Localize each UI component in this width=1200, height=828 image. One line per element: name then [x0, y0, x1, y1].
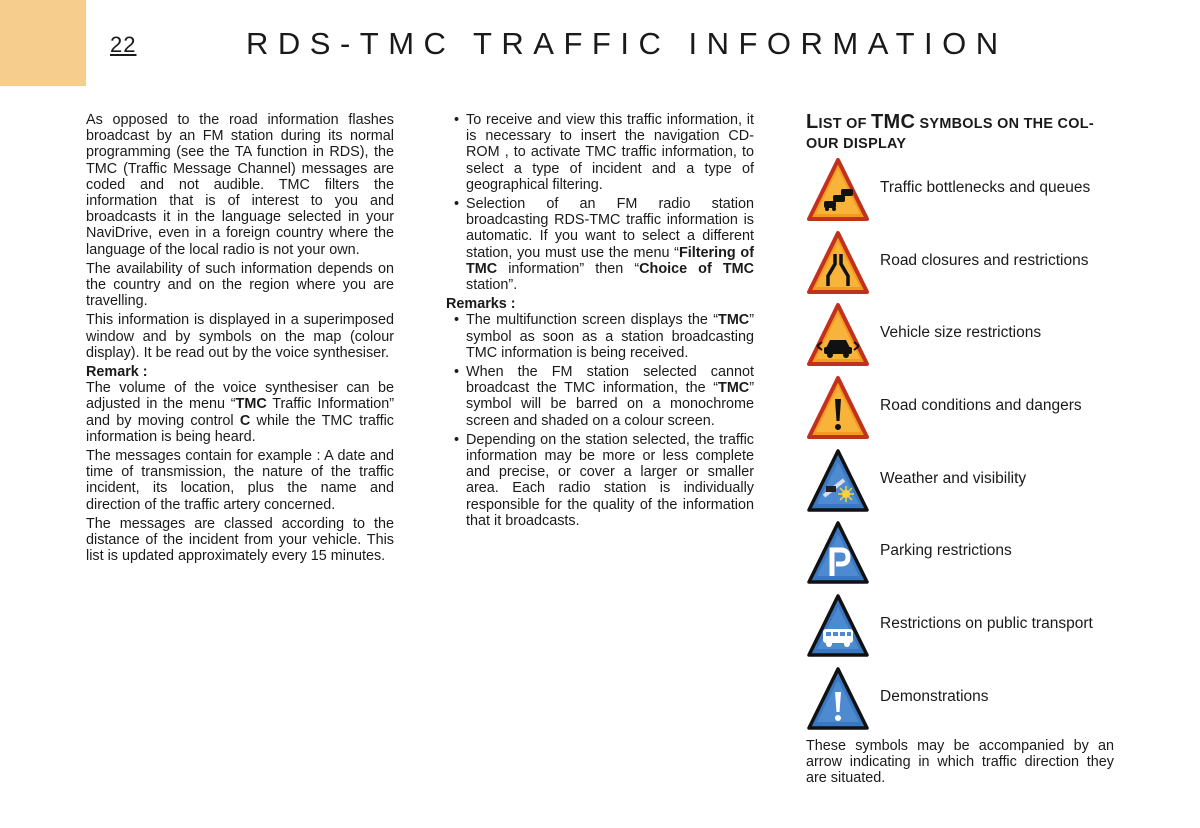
page-corner-tab [0, 0, 86, 86]
parking-icon [806, 520, 870, 586]
bus-icon [806, 593, 870, 659]
bullet-receive: • To receive and view this traffic information, it is necessary to insert the navigation CD-ROM , to activate TMC traffic information, to select a type of incident and a type of geographical filtering. [446, 112, 754, 193]
symbols-heading: LIST OF TMC SYMBOLS ON THE COL- OUR DISPLAY [806, 111, 1094, 152]
symbol-label: Road closures and restrictions [880, 252, 1089, 269]
bullet-station-selection: • Selection of an FM radio station broadcasting RDS-TMC traffic information is automatic. If you want to select a different station, you must use the menu “Filtering of TMC information” then “Choice of TMC station”. [446, 196, 754, 293]
symbol-label: Demonstrations [880, 688, 989, 705]
intro-column [86, 112, 394, 567]
symbol-row-closures [806, 230, 1126, 296]
symbol-row-weather [806, 448, 1126, 514]
weather-visibility-icon [806, 448, 870, 514]
symbol-label: Traffic bottlenecks and queues [880, 179, 1091, 196]
symbol-row-vehicle-size [806, 302, 1126, 368]
danger-exclamation-warning-icon [806, 375, 870, 441]
symbol-label: Parking restrictions [880, 542, 1012, 559]
bullet-remark-barred: • When the FM station selected cannot broadcast the TMC information, the “TMC” symbol will be barred on a monochrome screen and shaded on a colour screen. [446, 364, 754, 429]
messages-paragraph: The messages contain for example : A date and time of transmission, the nature of the traffic incident, its location, plus the name and direction of the traffic artery concerned. [86, 448, 394, 513]
bullet-remark-quality: • Depending on the station selected, the traffic information may be more or less complete and precise, or cover a larger or smaller area. Each radio station is individually responsible for the quality of the information that it broadcasts. [446, 432, 754, 529]
symbol-row-public-transport [806, 593, 1126, 659]
remark-heading: Remark : [86, 364, 148, 381]
symbol-label: Vehicle size restrictions [880, 324, 1042, 341]
symbol-row-traffic [806, 157, 1126, 223]
page-number: 22 [110, 32, 137, 57]
road-narrows-warning-icon [806, 230, 870, 296]
page-title: RDS-TMC TRAFFIC INFORMATION [246, 26, 1008, 61]
intro-paragraph: As opposed to the road information flashes broadcast by an FM station during its normal programming (see the TA function in RDS), the TMC (Traffic Message Channel) messages are coded and not audible. TMC filters the information that is of interest to you and broadcasts it in the language selected in your NaviDrive, even in a foreign country where the language of the local radio is not your own. [86, 112, 394, 258]
symbols-footnote: These symbols may be accompanied by an arrow indicating in which traffic direction they are situated. [806, 738, 1114, 787]
remark-paragraph: The volume of the voice synthesiser can be adjusted in the menu “TMC Traffic Information” and by moving control C while the TMC traffic information is being heard. [86, 380, 394, 445]
classification-paragraph: The messages are classed according to the distance of the incident from your vehicle. This list is updated approximately every 15 minutes. [86, 515, 394, 565]
bullet-remark-display: • The multifunction screen displays the “TMC” symbol as soon as a station broadcasting TMC information is being received. [446, 312, 754, 361]
symbol-label: Road conditions and dangers [880, 397, 1082, 414]
symbol-row-dangers [806, 375, 1126, 441]
display-paragraph: This information is displayed in a superimposed window and by symbols on the map (colour display). It be read out by the voice synthesiser. [86, 312, 394, 361]
symbol-row-demonstrations [806, 666, 1126, 732]
instructions-column [446, 112, 754, 532]
demonstration-exclamation-icon [806, 666, 870, 732]
remarks-heading: Remarks : [446, 296, 516, 313]
availability-paragraph: The availability of such information depends on the country and on the region where you are travelling. [86, 260, 394, 310]
vehicle-size-warning-icon [806, 302, 870, 368]
symbol-label: Restrictions on public transport [880, 615, 1093, 632]
symbol-label: Weather and visibility [880, 470, 1027, 487]
symbol-row-parking [806, 520, 1126, 586]
traffic-queue-warning-icon [806, 157, 870, 223]
